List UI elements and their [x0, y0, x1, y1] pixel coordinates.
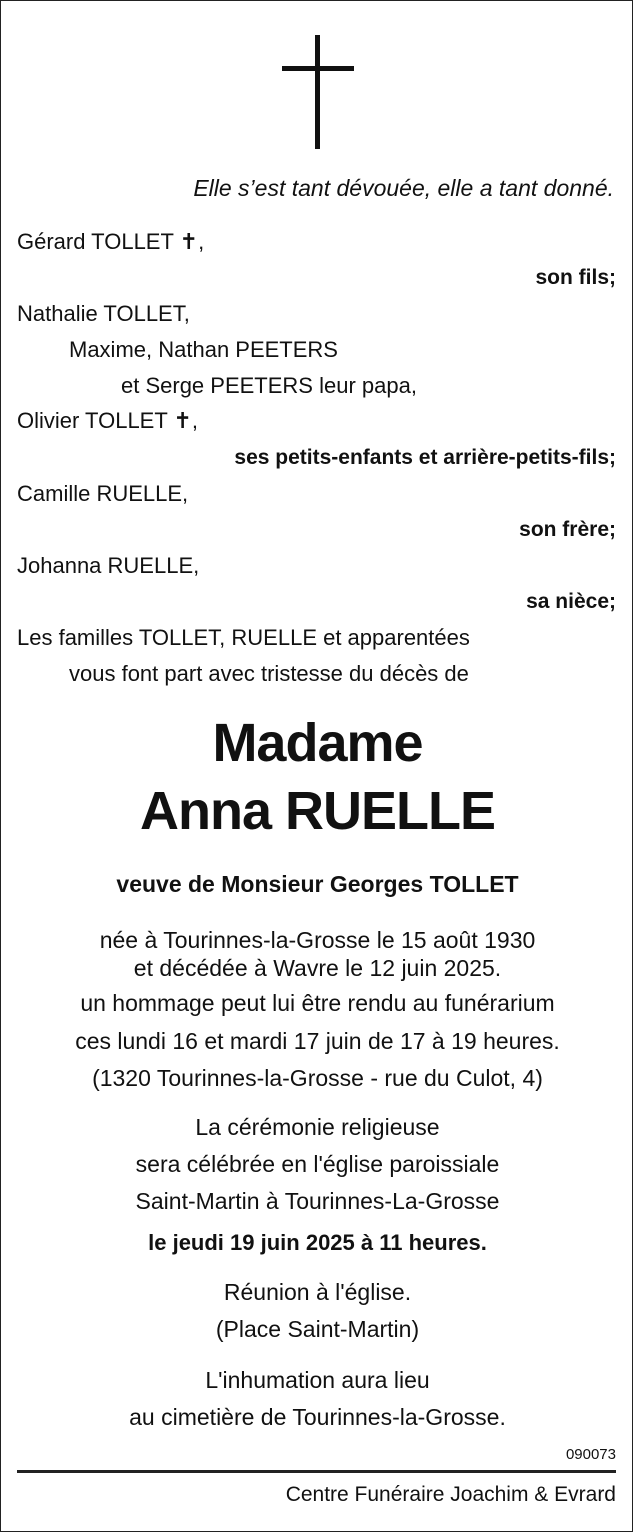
divider — [17, 1470, 616, 1473]
announcement-line: Les familles TOLLET, RUELLE et apparentées — [17, 625, 470, 650]
tribute-line: un hommage peut lui être rendu au funérarium — [80, 990, 555, 1016]
reference-number: 090073 — [565, 1446, 616, 1463]
family-role: sa nièce; — [526, 590, 616, 613]
family-member: et Serge PEETERS leur papa, — [121, 373, 417, 398]
family-role: son fils; — [535, 266, 616, 289]
burial-line: au cimetière de Tourinnes-la-Grosse. — [129, 1404, 506, 1430]
funeral-home: Centre Funéraire Joachim & Evrard — [285, 1483, 616, 1506]
family-member: Johanna RUELLE, — [17, 553, 200, 578]
meeting-line: Réunion à l'église. — [223, 1279, 412, 1305]
family-role: son frère; — [519, 518, 616, 541]
motto: Elle s’est tant dévouée, elle a tant donné. — [193, 175, 614, 201]
family-member: Maxime, Nathan PEETERS — [69, 337, 338, 362]
death-line: et décédée à Wavre le 12 juin 2025. — [133, 955, 502, 981]
burial-line: L'inhumation aura lieu — [205, 1367, 430, 1393]
announcement-line: vous font part avec tristesse du décès de — [69, 661, 469, 686]
family-member: Gérard TOLLET ✝, — [17, 229, 205, 254]
ceremony-line: sera célébrée en l'église paroissiale — [135, 1151, 500, 1177]
tribute-dates: ces lundi 16 et mardi 17 juin de 17 à 19 heures. — [75, 1028, 560, 1054]
family-member: Nathalie TOLLET, — [17, 301, 190, 326]
family-role: ses petits-enfants et arrière-petits-fils; — [234, 446, 616, 469]
ceremony-date: le jeudi 19 juin 2025 à 11 heures. — [148, 1230, 487, 1255]
family-member: Olivier TOLLET ✝, — [17, 408, 199, 433]
ceremony-line: Saint-Martin à Tourinnes-La-Grosse — [135, 1188, 500, 1214]
widow-of: veuve de Monsieur Georges TOLLET — [116, 871, 519, 897]
deceased-title: Madame — [212, 713, 423, 773]
deceased-name: Anna RUELLE — [139, 781, 495, 841]
family-member: Camille RUELLE, — [17, 481, 189, 506]
cross-icon — [282, 35, 354, 149]
funerarium-address: (1320 Tourinnes-la-Grosse - rue du Culot, 4) — [92, 1065, 543, 1091]
ceremony-line: La cérémonie religieuse — [195, 1114, 440, 1140]
birth-line: née à Tourinnes-la-Grosse le 15 août 1930 — [99, 927, 536, 953]
meeting-line: (Place Saint-Martin) — [215, 1316, 420, 1342]
